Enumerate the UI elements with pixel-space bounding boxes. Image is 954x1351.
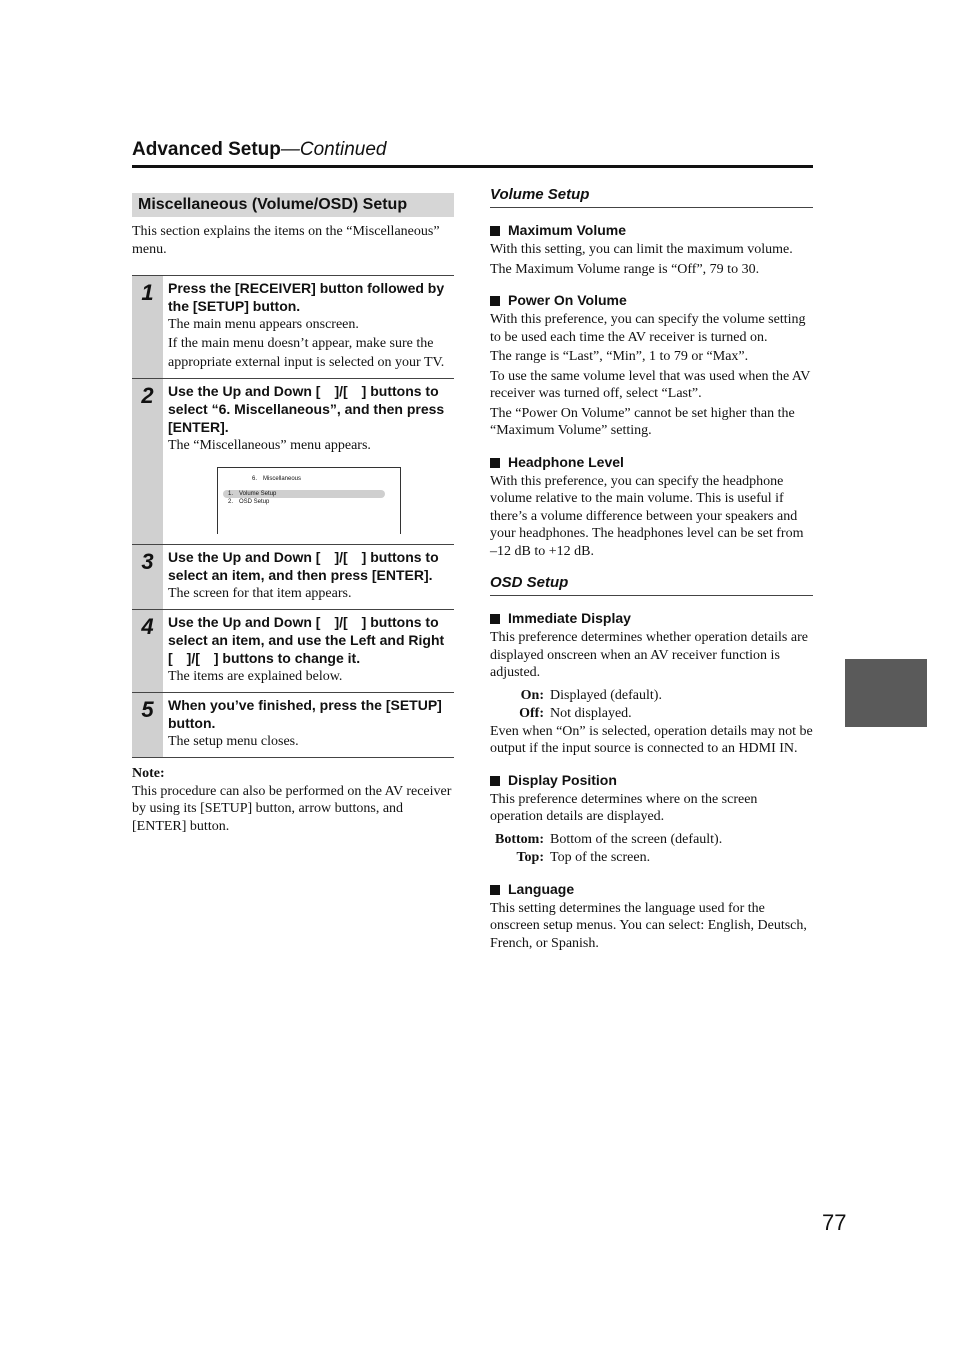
step-number: 5 (132, 693, 163, 757)
step-description: The main menu appears onscreen. (168, 317, 359, 332)
display-position-title: Display Position (490, 772, 813, 789)
step-2 (132, 379, 454, 545)
language-title: Language (490, 881, 813, 898)
step-description: If the main menu doesn’t appear, make sure the appropriate external input is selected on your TV. (168, 336, 445, 370)
paragraph: This setting determines the language used for the onscreen setup menus. You can select: English, Deutsch, French, or Spanish. (490, 900, 807, 951)
step-instruction: Press the [RECEIVER] button followed by the [SETUP] button. (168, 280, 445, 314)
step-number: 1 (132, 276, 163, 378)
note-label: Note: (132, 766, 165, 781)
option-key: Bottom: (495, 831, 544, 847)
step-instruction: Use the Up and Down [ ]/[ ] buttons to select an item, and use the Left and Right [ ]/[ ] buttons to change it. (168, 614, 445, 666)
square-bullet-icon (490, 226, 500, 236)
header-title: Advanced Setup—Continued (132, 139, 387, 160)
paragraph: The Maximum Volume range is “Off”, 79 to 30. (490, 261, 760, 277)
option-key: On: (520, 687, 544, 703)
option-value: Not displayed. (550, 705, 632, 721)
paragraph: The “Power On Volume” cannot be set higher than the “Maximum Volume” setting. (490, 405, 795, 438)
step-instruction: Use the Up and Down [ ]/[ ] buttons to select an item, and then press [ENTER]. (168, 549, 439, 583)
step-instruction: Use the Up and Down [ ]/[ ] buttons to select “6. Miscellaneous”, and then press [ENTER]. (168, 383, 445, 435)
section-intro: This section explains the items on the “Miscellaneous” menu. (132, 224, 440, 257)
option-key: Top: (516, 849, 544, 865)
square-bullet-icon (490, 885, 500, 895)
option-value: Displayed (default). (550, 687, 662, 703)
section-title: Miscellaneous (Volume/OSD) Setup (132, 193, 454, 217)
step-description: The setup menu closes. (168, 734, 299, 749)
square-bullet-icon (490, 296, 500, 306)
header-rule (132, 165, 813, 168)
screen-item: 2. OSD Setup (228, 499, 270, 505)
chapter-tab-marker (845, 659, 927, 727)
square-bullet-icon (490, 458, 500, 468)
step-description: The “Miscellaneous” menu appears. (168, 438, 371, 453)
paragraph: To use the same volume level that was used when the AV receiver was turned off, select “Last”. (490, 368, 811, 401)
step-number: 2 (132, 379, 163, 544)
option-list (490, 687, 813, 723)
square-bullet-icon (490, 776, 500, 786)
volume-setup-heading: Volume Setup (490, 186, 813, 208)
osd-setup-heading: OSD Setup (490, 574, 813, 596)
paragraph: With this preference, you can specify the volume setting to be used each time the AV receiver is turned on. (490, 312, 806, 345)
page-number: 77 (822, 1210, 847, 1235)
step-number: 3 (132, 545, 163, 609)
page-header (132, 139, 813, 161)
step-3 (132, 545, 454, 610)
option-list (490, 831, 813, 867)
option-value: Bottom of the screen (default). (550, 831, 723, 847)
paragraph: This preference determines whether operation details are displayed onscreen when an AV receiver function is adjusted. (490, 630, 808, 680)
option-key: Off: (519, 705, 544, 721)
note-text: This procedure can also be performed on the AV receiver by using its [SETUP] button, arrow buttons, and [ENTER] button. (132, 783, 452, 834)
step-description: The items are explained below. (168, 669, 343, 684)
immediate-display-title: Immediate Display (490, 610, 813, 627)
paragraph: With this setting, you can limit the maximum volume. (490, 242, 793, 257)
right-column (490, 186, 813, 952)
step-instruction: When you’ve finished, press the [SETUP] button. (168, 697, 442, 731)
maximum-volume-title: Maximum Volume (490, 222, 813, 239)
option-value: Top of the screen. (550, 849, 651, 865)
screen-title: 6. Miscellaneous (252, 476, 302, 482)
step-description: The screen for that item appears. (168, 586, 352, 601)
step-5 (132, 693, 454, 758)
note (132, 765, 454, 835)
left-column (132, 193, 454, 834)
paragraph: This preference determines where on the screen operation details are displayed. (490, 791, 758, 824)
power-on-volume-title: Power On Volume (490, 292, 813, 309)
step-1 (132, 276, 454, 379)
screen-item: 1. Volume Setup (228, 491, 277, 497)
menu-screen-illustration (217, 467, 401, 534)
paragraph: Even when “On” is selected, operation details may not be output if the input source is connected to an HDMI IN. (490, 723, 813, 756)
step-number: 4 (132, 610, 163, 692)
square-bullet-icon (490, 614, 500, 624)
headphone-level-title: Headphone Level (490, 454, 813, 471)
step-4 (132, 610, 454, 693)
paragraph: The range is “Last”, “Min”, 1 to 79 or “Max”. (490, 349, 749, 364)
step-list (132, 275, 454, 758)
paragraph: With this preference, you can specify the headphone volume relative to the main volume. This is useful if there’s a volume difference between your speakers and your headphones. The headphones level can be set from –12 dB to +12 dB. (490, 473, 804, 559)
